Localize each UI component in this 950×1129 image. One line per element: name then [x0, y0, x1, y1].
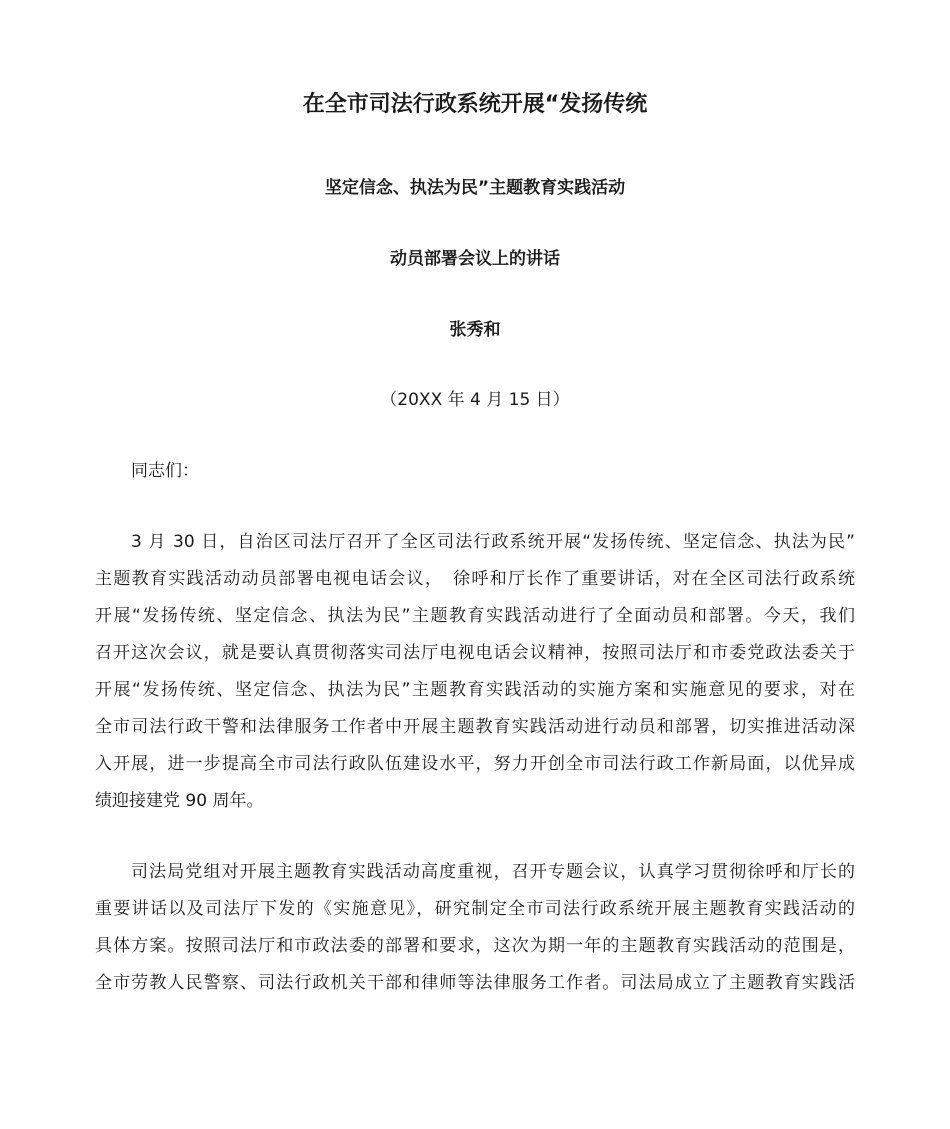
document-date: （20XX 年 4 月 15 日） [380, 390, 570, 410]
paragraph-1 [95, 530, 855, 826]
paragraph-line: 绩迎接建党 90 周年。 [95, 791, 264, 811]
paragraph-line: 具体方案。按照司法厅和市政法委的部署和要求，这次为期一年的主题教育实践活动的范围是， [95, 936, 855, 956]
paragraph-line: 入开展，进一步提高全市司法行政队伍建设水平，努力开创全市司法行政工作新局面，以优异成 [95, 754, 855, 774]
paragraph-line: 召开这次会议，就是要认真贯彻落实司法厅电视电话会议精神，按照司法厅和市委党政法委关于 [95, 643, 855, 663]
document-subtitle: 坚定信念、执法为民”主题教育实践活动 [324, 178, 626, 198]
paragraph-line: 司法局党组对开展主题教育实践活动高度重视，召开专题会议，认真学习贯彻徐呼和厅长的 [131, 862, 855, 882]
paragraph-line: 开展“发扬传统、坚定信念、执法为民”主题教育实践活动的实施方案和实施意见的要求，对在 [95, 680, 855, 700]
paragraph-line: 全市司法行政干警和法律服务工作者中开展主题教育实践活动进行动员和部署，切实推进活动深 [95, 717, 855, 737]
document-author: 张秀和 [449, 320, 501, 340]
paragraph-line: 3 月 30 日，自治区司法厅召开了全区司法行政系统开展“发扬传统、坚定信念、执法为民” [131, 532, 855, 552]
paragraph-line: 主题教育实践活动动员部署电视电话会议， 徐呼和厅长作了重要讲话，对在全区司法行政系统 [95, 569, 855, 589]
paragraph-line: 全市劳教人民警察、司法行政机关干部和律师等法律服务工作者。司法局成立了主题教育实践活 [95, 973, 855, 993]
paragraph-line: 重要讲话以及司法厅下发的《实施意见》，研究制定全市司法行政系统开展主题教育实践活动的 [95, 899, 855, 919]
document-subtitle-speech: 动员部署会议上的讲话 [390, 249, 560, 269]
paragraph-line: 开展“发扬传统、坚定信念、执法为民”主题教育实践活动进行了全面动员和部署。今天，我们 [95, 606, 855, 626]
paragraph-2 [95, 860, 855, 1008]
greeting: 同志们： [131, 461, 199, 481]
document-title: 在全市司法行政系统开展“发扬传统 [302, 92, 648, 117]
